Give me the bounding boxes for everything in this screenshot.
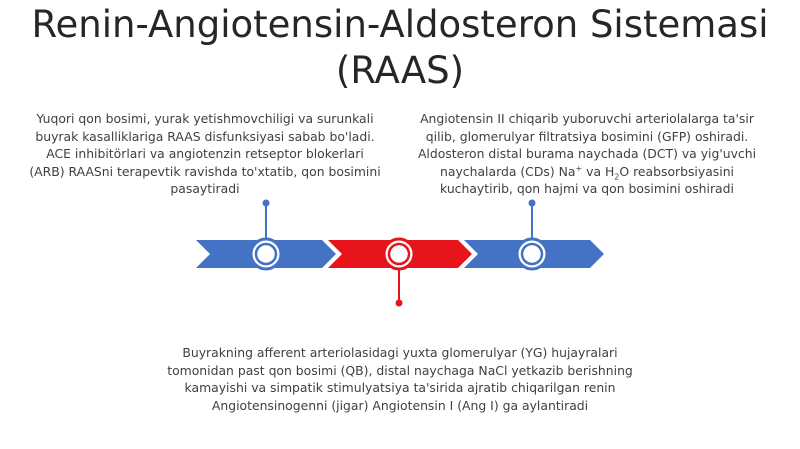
title-line-1: Renin-Angiotensin-Aldosteron Sistemasi [31, 3, 769, 46]
bottom-line: kamayishi va simpatik stimulyatsiya ta'sirida ajratib chiqarilgan renin [184, 380, 616, 395]
left-line: (ARB) RAASni terapevtik ravishda to'xtatib, qon bosimini [29, 163, 381, 179]
left-connector-dot [263, 200, 270, 207]
bottom-line: tomonidan past qon bosimi (QB), distal naychaga NaCl yetkazib berishning [167, 362, 633, 378]
right-line: qilib, glomerulyar filtratsiya bosimini (GFP) oshiradi. [425, 128, 749, 144]
left-line: buyrak kasalliklariga RAAS disfunksiyasi sabab bo'ladi. [35, 128, 375, 144]
bottom-line: Buyrakning afferent arteriolasidagi yuxta glomerulyar (YG) hujayralari [182, 345, 618, 360]
right-line: Angiotensin II chiqarib yuboruvchi arteriolalarga ta'sir [420, 111, 754, 126]
left-line: ACE inhibitörlari va angiotenzin retseptor blokerlari [46, 146, 364, 161]
center-connector-dot [396, 300, 403, 307]
right-line-4-pre: naychalarda (CDs) Na [440, 163, 576, 179]
right-line-4-mid: va H [582, 163, 615, 179]
right-line: Aldosteron distal burama naychada (DCT) va yig'uvchi [417, 146, 757, 161]
sodium-charge: + [575, 163, 583, 173]
right-line: kuchaytirib, qon hajmi va qon bosimini oshiradi [440, 181, 734, 196]
left-line: pasaytiradi [170, 181, 240, 196]
left-line: Yuqori qon bosimi, yurak yetishmovchiligi va surunkali [36, 111, 374, 126]
title-line-2: (RAAS) [335, 49, 465, 92]
right-connector-dot [529, 200, 536, 207]
right-line-4-post: O reabsorbsiyasini [619, 163, 734, 179]
water-subscript: 2 [614, 171, 620, 181]
bottom-line: Angiotensinogenni (jigar) Angiotensin I (Ang I) ga aylantiradi [211, 397, 589, 413]
